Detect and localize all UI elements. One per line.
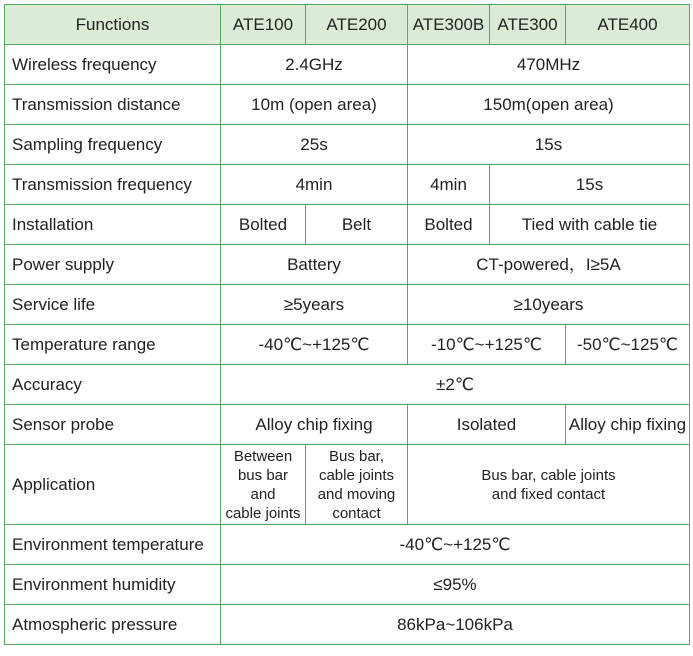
value-cell: Alloy chip fixing [221, 405, 408, 445]
cell-line: cable joints [318, 466, 395, 484]
row-application [5, 445, 690, 525]
row-label: Environment humidity [5, 565, 221, 605]
value-cell: 15s [408, 125, 690, 165]
value-cell: Battery [221, 245, 408, 285]
value-cell: 2.4GHz [221, 45, 408, 85]
value-cell: ±2℃ [221, 365, 690, 405]
value-cell: 150m(open area) [408, 85, 690, 125]
spec-table [4, 4, 690, 645]
row-label: Application [5, 445, 221, 525]
cell-line: Bus bar, [328, 447, 385, 465]
row-label: Power supply [5, 245, 221, 285]
row-installation [5, 205, 690, 245]
value-cell: -10℃~+125℃ [408, 325, 566, 365]
value-cell: 25s [221, 125, 408, 165]
value-cell: -40℃~+125℃ [221, 525, 690, 565]
cell-line: contact [332, 504, 381, 522]
row-service-life [5, 285, 690, 325]
cell-line: and moving [317, 485, 396, 503]
header-row [5, 5, 690, 45]
row-label: Transmission frequency [5, 165, 221, 205]
value-cell: -50℃~125℃ [566, 325, 690, 365]
row-accuracy [5, 365, 690, 405]
value-cell: 10m (open area) [221, 85, 408, 125]
value-cell [306, 445, 408, 525]
value-cell: ≥10years [408, 285, 690, 325]
value-cell: 86kPa~106kPa [221, 605, 690, 645]
row-label: Atmospheric pressure [5, 605, 221, 645]
value-cell: 4min [408, 165, 490, 205]
header-ate400: ATE400 [566, 5, 690, 45]
cell-line: Bus bar, cable joints [481, 466, 616, 484]
value-cell: Bolted [408, 205, 490, 245]
value-cell: -40℃~+125℃ [221, 325, 408, 365]
value-cell: 4min [221, 165, 408, 205]
row-environment-humidity [5, 565, 690, 605]
row-label: Wireless frequency [5, 45, 221, 85]
row-wireless-frequency [5, 45, 690, 85]
header-ate300b: ATE300B [408, 5, 490, 45]
row-temperature-range [5, 325, 690, 365]
value-cell: Tied with cable tie [490, 205, 690, 245]
value-cell: 15s [490, 165, 690, 205]
row-power-supply [5, 245, 690, 285]
row-label: Environment temperature [5, 525, 221, 565]
cell-line: and fixed contact [491, 485, 606, 503]
row-transmission-frequency [5, 165, 690, 205]
value-cell: CT-powered，I≥5A [408, 245, 690, 285]
row-label: Sampling frequency [5, 125, 221, 165]
header-functions: Functions [5, 5, 221, 45]
row-transmission-distance [5, 85, 690, 125]
header-ate200: ATE200 [306, 5, 408, 45]
value-cell: Bolted [221, 205, 306, 245]
cell-line: cable joints [225, 504, 301, 522]
row-label: Service life [5, 285, 221, 325]
row-atmospheric-pressure [5, 605, 690, 645]
row-sensor-probe [5, 405, 690, 445]
row-label: Sensor probe [5, 405, 221, 445]
row-label: Accuracy [5, 365, 221, 405]
value-cell [221, 445, 306, 525]
cell-line: bus bar [237, 466, 289, 484]
row-environment-temperature [5, 525, 690, 565]
value-cell: ≥5years [221, 285, 408, 325]
cell-line: and [250, 485, 276, 503]
header-ate300: ATE300 [490, 5, 566, 45]
cell-line: Between [233, 447, 293, 465]
row-sampling-frequency [5, 125, 690, 165]
value-cell: Belt [306, 205, 408, 245]
value-cell: Alloy chip fixing [566, 405, 690, 445]
row-label: Transmission distance [5, 85, 221, 125]
value-cell: Isolated [408, 405, 566, 445]
value-cell: 470MHz [408, 45, 690, 85]
value-cell [408, 445, 690, 525]
value-cell: ≤95% [221, 565, 690, 605]
row-label: Temperature range [5, 325, 221, 365]
header-ate100: ATE100 [221, 5, 306, 45]
row-label: Installation [5, 205, 221, 245]
